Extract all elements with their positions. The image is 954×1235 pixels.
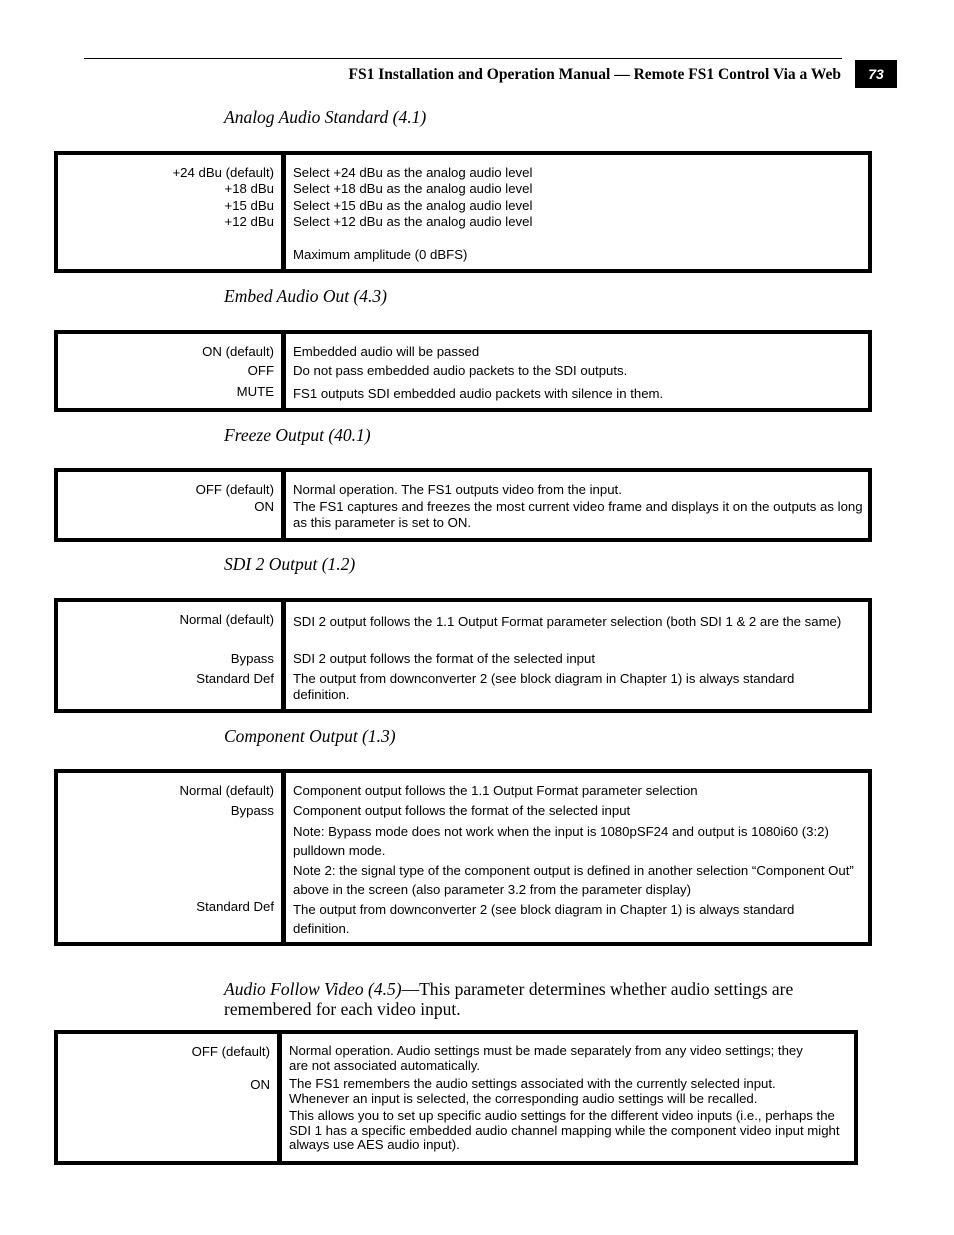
section-heading-embed-audio-out: Embed Audio Out (4.3)	[224, 286, 387, 306]
option-description: Maximum amplitude (0 dBFS)	[293, 247, 468, 262]
option-label: OFF (default)	[195, 482, 274, 497]
option-description: The output from downconverter 2 (see block diagram in Chapter 1) is always standard definition.	[293, 671, 795, 703]
parameter-table-freeze-output	[54, 468, 872, 542]
running-title: FS1 Installation and Operation Manual — Remote FS1 Control Via a Web	[348, 66, 841, 83]
option-description: Note: Bypass mode does not work when the input is 1080pSF24 and output is 1080i60 (3:2) pulldown mode.	[293, 824, 829, 858]
option-description: Note 2: the signal type of the component output is defined in another selection “Component Out” above in the screen (also parameter 3.2 from the parameter display)	[293, 863, 854, 897]
option-description: FS1 outputs SDI embedded audio packets with silence in them.	[293, 386, 664, 401]
option-description: Embedded audio will be passed	[293, 344, 480, 359]
option-label: ON	[250, 1077, 270, 1092]
option-label: ON	[254, 499, 274, 514]
option-column	[58, 472, 286, 538]
option-description: Component output follows the 1.1 Output Format parameter selection	[293, 783, 698, 798]
option-description: SDI 2 output follows the 1.1 Output Format parameter selection (both SDI 1 & 2 are the same)	[293, 614, 842, 629]
description-column	[286, 334, 868, 408]
option-column	[58, 773, 286, 942]
option-column	[58, 155, 286, 269]
section-heading-suffix: —This parameter determines whether audio settings are remembered for each video input.	[224, 979, 794, 1019]
option-label: +15 dBu	[224, 198, 274, 213]
option-label: Normal (default)	[179, 612, 274, 627]
parameter-table-embed-audio-out	[54, 330, 872, 412]
option-label: +18 dBu	[224, 181, 274, 196]
parameter-table-sdi-2-output	[54, 598, 872, 713]
option-description: Select +15 dBu as the analog audio level	[293, 198, 533, 213]
option-label: MUTE	[236, 384, 274, 399]
option-label: +12 dBu	[224, 214, 274, 229]
section-heading-analog-audio-standard: Analog Audio Standard (4.1)	[224, 107, 427, 127]
option-description: This allows you to set up specific audio settings for the different video inputs (i.e., perhaps the SDI 1 has a specific embedded audio channel mapping while the component video input might always use AES audio input).	[289, 1108, 840, 1152]
section-intro-audio-follow-video	[224, 979, 844, 1019]
option-description: SDI 2 output follows the format of the selected input	[293, 651, 596, 666]
option-label: ON (default)	[202, 344, 274, 359]
option-label: Bypass	[230, 803, 274, 818]
option-column	[58, 334, 286, 408]
option-description: Normal operation. Audio settings must be made separately from any video settings; they are not associated automatically.	[289, 1043, 803, 1073]
description-column	[282, 1034, 854, 1161]
option-label: Standard Def	[196, 899, 274, 914]
option-column	[58, 602, 286, 709]
option-label: OFF (default)	[191, 1044, 270, 1059]
description-column	[286, 602, 868, 709]
parameter-table-audio-follow-video	[54, 1030, 858, 1165]
parameter-table-analog-audio-standard	[54, 151, 872, 273]
section-heading-freeze-output: Freeze Output (40.1)	[224, 425, 371, 445]
option-description: Component output follows the format of the selected input	[293, 803, 631, 818]
section-heading-sdi-2-output: SDI 2 Output (1.2)	[224, 554, 356, 574]
option-description: The FS1 remembers the audio settings associated with the currently selected input. Whenever an input is selected, the corresponding audio settings will be recalled.	[289, 1076, 776, 1106]
description-column	[286, 773, 868, 942]
option-description: Do not pass embedded audio packets to the SDI outputs.	[293, 363, 628, 378]
option-label: Bypass	[230, 651, 274, 666]
header-rule	[84, 58, 842, 59]
option-description: The output from downconverter 2 (see block diagram in Chapter 1) is always standard definition.	[293, 902, 795, 936]
section-heading-component-output: Component Output (1.3)	[224, 726, 396, 746]
option-description: Select +24 dBu as the analog audio level	[293, 165, 533, 180]
option-description: Select +18 dBu as the analog audio level	[293, 181, 533, 196]
page-number: 73	[855, 60, 897, 88]
option-description: Select +12 dBu as the analog audio level	[293, 214, 533, 229]
description-column	[286, 155, 868, 269]
option-description: Normal operation. The FS1 outputs video from the input.	[293, 482, 622, 497]
option-label: Normal (default)	[179, 783, 274, 798]
parameter-table-component-output	[54, 769, 872, 946]
option-label: Standard Def	[196, 671, 274, 686]
section-heading-audio-follow-video: Audio Follow Video (4.5)	[224, 979, 402, 999]
option-label: OFF	[247, 363, 274, 378]
option-column	[58, 1034, 282, 1161]
description-column	[286, 472, 868, 538]
option-label: +24 dBu (default)	[172, 165, 274, 180]
option-description: The FS1 captures and freezes the most current video frame and displays it on the outputs as long as this parameter is set to ON.	[293, 499, 863, 531]
